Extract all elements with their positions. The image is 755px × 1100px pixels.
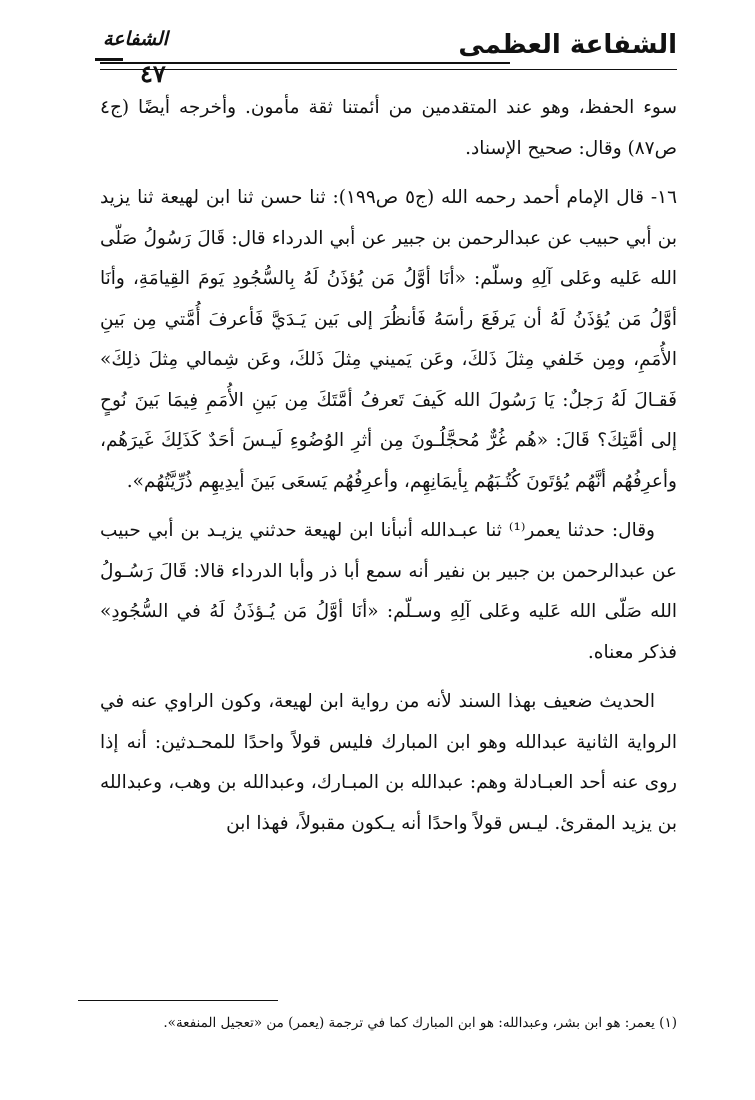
running-title: الشفاعة العظمى [458, 30, 677, 60]
paragraph-continuation: سوء الحفظ، وهو عند المتقدمين من أئمتنا ثقة مأمون. وأخرجه أيضًا (ج٤ ص٨٧) وقال: صحيح الإسناد. [100, 97, 677, 159]
paragraph-second-narration: وقال: حدثنا يعمر⁽¹⁾ ثنا عبـدالله أنبأنا ابن لهيعة حدثني يزيـد بن أبي حبيب عن عبدالرحمن بن جبير بن نفير أنه سمع أبا ذر وأبا الدرداء قالا: قَالَ رَسُـولُ الله صَلّى الله عَليه وعَلى آلِهِ وسـلّم: «أنَا أوَّلُ مَن يُـؤذَنُ لَهُ في السُّجُودِ» فذكر معناه. [100, 520, 677, 663]
paragraph-grading: الحديث ضعيف بهذا السند لأنه من رواية ابن لهيعة، وكون الراوي عنه في الرواية الثانية عبدالله وهو ابن المبارك فليس قولاً واحدًا للمحـدثين: أنه إذا روى عنه أحد العبـادلة وهم: عبدالله بن المبـارك، وعبدالله بن وهب، وعبدالله بن يزيد المقرئ. ليـس قولاً واحدًا أنه يـكون مقبولاً، فهذا ابن [100, 691, 677, 834]
footnote: (١) يعمر: هو ابن بشر، وعبدالله: هو ابن المبارك كما في ترجمة (يعمر) من «تعجيل المنفعة». [163, 1015, 677, 1031]
paragraph-hadith-16: ١٦- قال الإمام أحمد رحمه الله (ج٥ ص١٩٩): ثنا حسن ثنا ابن لهيعة ثنا يزيد بن أبي حبيب عن عبدالرحمن بن جبير عن أبي الدرداء قال: قَالَ رَسُولُ صَلّى الله عَليه وعَلى آلِهِ وسلّم: «أنَا أوَّلُ مَن يُؤذَنُ لَهُ بِالسُّجُودِ يَومَ القِيامَةِ، وأنَا أوَّلُ مَن يُؤذَنُ لَهُ أن يَرفَعَ رأسَهُ فَأنظُرَ إلى بَين يَـدَيَّ فَأعرفَ أُمَّتي مِن بَينِ الأُمَمِ، ومِن خَلفي مِثلَ ذَلكَ، وعَن يَميني مِثلَ ذَلكَ، وعَن شِمالي مِثلَ ذلِكَ» فَقـالَ لَهُ رَجلٌ: يَا رَسُولَ الله كَيفَ تَعرفُ أمَّتَكَ مِن بَينِ الأُمَمِ فِيمَا بَينَ نُوحٍ إلى أمَّتِكَ؟ قَالَ: «هُم غُرٌّ مُحجَّلُـونَ مِن أثرِ الوُضُوءِ لَيـسَ أحَدٌ كَذَلِكَ غَيرَهُم، وأعرِفُهُم أنَّهُم يُؤتَونَ كُتُـبَهُم بِأيمَانِهِم، وأعرِفُهُم يَسعَى بَينَ أيدِيهِم ذُرِّيَّتُهُم». [100, 187, 678, 492]
header-rule-thin [100, 69, 677, 70]
logo-ornament [95, 58, 123, 61]
main-text [100, 88, 677, 853]
footnote-separator [78, 1000, 278, 1001]
page-number: ٤٧ [140, 59, 166, 88]
page-header [0, 26, 755, 88]
header-logo: الشفاعة [103, 28, 168, 50]
